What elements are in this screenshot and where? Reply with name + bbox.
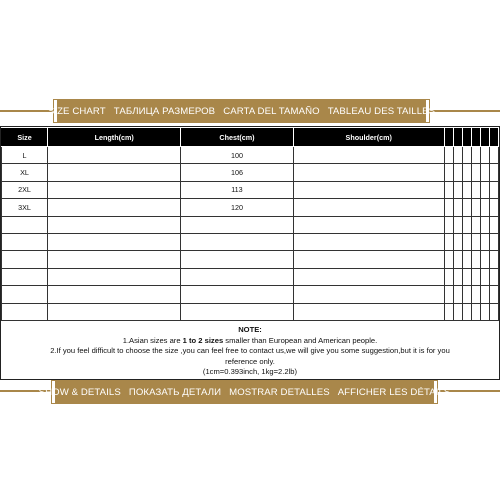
size-chart-banner — [47, 100, 436, 122]
banner-text-fr: TABLEAU DES TAILLES — [327, 105, 436, 117]
cell-blank — [462, 164, 471, 181]
table-header-row — [2, 128, 499, 147]
table-row — [2, 181, 499, 198]
header-blank — [462, 128, 471, 147]
cell-blank — [453, 199, 462, 216]
header-length: Length(cm) — [48, 128, 181, 147]
table-row — [2, 199, 499, 216]
cell-size: 2XL — [2, 181, 48, 198]
table-row-empty — [2, 303, 499, 320]
cell-size: 3XL — [2, 199, 48, 216]
banner-text-es: CARTA DEL TAMAÑO — [223, 105, 320, 117]
cell-blank — [462, 181, 471, 198]
cell-chest: 113 — [181, 181, 293, 198]
header-blank — [444, 128, 453, 147]
table-row — [2, 164, 499, 181]
banner-text-ru: ТАБЛИЦА РАЗМЕРОВ — [113, 105, 216, 117]
cell-shoulder — [293, 181, 444, 198]
header-blank — [471, 128, 480, 147]
note-line-1-bold: 1 to 2 sizes — [182, 335, 224, 345]
cell-blank — [444, 181, 453, 198]
header-size: Size — [2, 128, 48, 147]
cell-blank — [462, 147, 471, 164]
cell-chest: 106 — [181, 164, 293, 181]
table-row-empty — [2, 233, 499, 250]
note-box — [0, 322, 500, 380]
note-title: NOTE: — [238, 325, 262, 334]
note-line-4: (1cm=0.393inch, 1kg=2.2lb) — [202, 367, 298, 377]
details-banner — [38, 381, 451, 403]
cell-length — [48, 147, 181, 164]
cell-size: L — [2, 147, 48, 164]
cell-chest: 100 — [181, 147, 293, 164]
cell-blank — [480, 199, 489, 216]
header-shoulder: Shoulder(cm) — [293, 128, 444, 147]
cell-size: XL — [2, 164, 48, 181]
size-chart-table-frame — [0, 126, 500, 353]
cell-blank — [444, 147, 453, 164]
cell-blank — [480, 147, 489, 164]
cell-blank — [462, 199, 471, 216]
header-blank — [489, 128, 498, 147]
cell-blank — [471, 199, 480, 216]
cell-blank — [444, 199, 453, 216]
cell-shoulder — [293, 199, 444, 216]
cell-blank — [489, 199, 498, 216]
cell-blank — [480, 164, 489, 181]
cell-blank — [453, 164, 462, 181]
cell-blank — [453, 147, 462, 164]
header-blank — [453, 128, 462, 147]
cell-blank — [489, 147, 498, 164]
cell-length — [48, 181, 181, 198]
cell-length — [48, 199, 181, 216]
cell-blank — [471, 147, 480, 164]
note-line-1-suffix: smaller than European and American people. — [223, 335, 378, 345]
table-row-empty — [2, 286, 499, 303]
cell-blank — [444, 164, 453, 181]
banner-text-en: SHOW & DETAILS — [38, 386, 121, 398]
note-line-1 — [1, 336, 499, 347]
table-row — [2, 147, 499, 164]
cell-blank — [489, 181, 498, 198]
note-line-2: 2.If you feel difficult to choose the size ,you can feel free to contact us,we will give you some suggestion,but it is for you — [50, 346, 450, 356]
cell-blank — [480, 181, 489, 198]
table-row-empty — [2, 251, 499, 268]
cell-chest: 120 — [181, 199, 293, 216]
table-row-empty — [2, 268, 499, 285]
banner-text-fr: AFFICHER LES DÉTAILS — [337, 386, 451, 398]
table-row-empty — [2, 216, 499, 233]
header-blank — [480, 128, 489, 147]
cell-length — [48, 164, 181, 181]
note-line-1-prefix: 1.Asian sizes are — [122, 335, 183, 345]
banner-text-es: MOSTRAR DETALLES — [229, 386, 330, 398]
cell-blank — [453, 181, 462, 198]
size-chart-table — [1, 127, 499, 321]
cell-shoulder — [293, 147, 444, 164]
cell-blank — [489, 164, 498, 181]
banner-text-ru: ПОКАЗАТЬ ДЕТАЛИ — [128, 386, 222, 398]
header-chest: Chest(cm) — [181, 128, 293, 147]
note-line-3: reference only. — [225, 356, 275, 366]
cell-blank — [471, 164, 480, 181]
cell-shoulder — [293, 164, 444, 181]
cell-blank — [471, 181, 480, 198]
banner-text-en: SIZE CHART — [47, 105, 106, 117]
